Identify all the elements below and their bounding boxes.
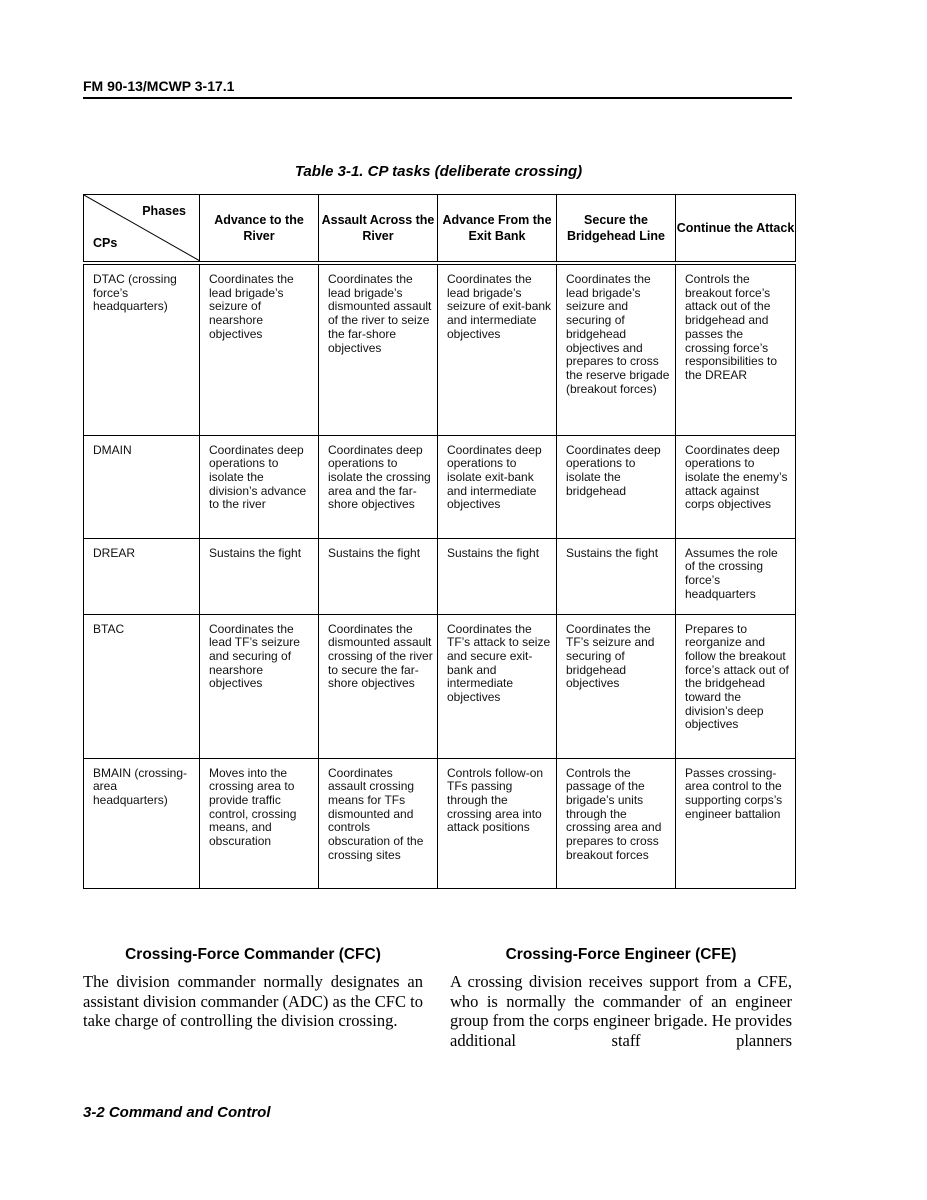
- task-cell: Coordinates deep operations to isolate the division’s advance to the river: [200, 435, 319, 538]
- task-cell: Controls follow-on TFs passing through the crossing area into attack positions: [438, 758, 557, 888]
- task-cell: Coordinates the lead brigade’s dismounted assault of the river to seize the far-shore objectives: [319, 263, 438, 435]
- task-cell: Coordinates the dismounted assault crossing of the river to secure the far-shore objectives: [319, 614, 438, 758]
- table-row: [84, 538, 796, 614]
- cp-name-cell: DMAIN: [84, 435, 200, 538]
- table-header-row: [84, 195, 796, 264]
- task-cell: Coordinates the TF’s attack to seize and secure exit-bank and intermediate objectives: [438, 614, 557, 758]
- cfe-heading: Crossing-Force Engineer (CFE): [505, 946, 737, 963]
- cfc-section: [83, 945, 423, 1031]
- phase-header: Assault Across the River: [319, 195, 438, 264]
- task-cell: Passes crossing-area control to the supporting corps’s engineer battalion: [676, 758, 796, 888]
- cfc-paragraph: The division commander normally designates an assistant division commander (ADC) as the CFC to take charge of controlling the division crossing.: [83, 972, 423, 1030]
- table-row: [84, 758, 796, 888]
- table-row: [84, 435, 796, 538]
- table-row: [84, 614, 796, 758]
- task-cell: Controls the breakout force’s attack out of the bridgehead and passes the crossing force’s responsibilities to the DREAR: [676, 263, 796, 435]
- task-cell: Assumes the role of the crossing force’s headquarters: [676, 538, 796, 614]
- cp-name-cell: DREAR: [84, 538, 200, 614]
- page-header: [83, 78, 792, 99]
- task-cell: Prepares to reorganize and follow the breakout force’s attack out of the bridgehead toward the division’s deep objectives: [676, 614, 796, 758]
- task-cell: Coordinates assault crossing means for TFs dismounted and controls obscuration of the crossing sites: [319, 758, 438, 888]
- task-cell: Moves into the crossing area to provide traffic control, crossing means, and obscuration: [200, 758, 319, 888]
- cp-tasks-table: [83, 194, 796, 889]
- phase-header: Continue the Attack: [676, 195, 796, 264]
- cp-name-cell: BTAC: [84, 614, 200, 758]
- page-footer: 3-2 Command and Control: [83, 1104, 271, 1121]
- task-cell: Coordinates the lead TF’s seizure and securing of nearshore objectives: [200, 614, 319, 758]
- phase-header: Secure the Bridgehead Line: [557, 195, 676, 264]
- cp-name-cell: DTAC (crossing force’s headquarters): [84, 263, 200, 435]
- cfe-paragraph: A crossing division receives support from a CFE, who is normally the commander of an engineer group from the corps engineer brigade. He provides additional staff planners: [450, 972, 792, 1050]
- cps-label: CPs: [93, 236, 118, 250]
- task-cell: Controls the passage of the brigade’s units through the crossing area and prepares to cross breakout forces: [557, 758, 676, 888]
- task-cell: Coordinates the lead brigade’s seizure and securing of bridgehead objectives and prepares to cross the reserve brigade (breakout forces): [557, 263, 676, 435]
- task-cell: Coordinates deep operations to isolate the bridgehead: [557, 435, 676, 538]
- task-cell: Coordinates the lead brigade’s seizure of nearshore objectives: [200, 263, 319, 435]
- phases-label: Phases: [142, 204, 186, 218]
- task-cell: Sustains the fight: [557, 538, 676, 614]
- manual-id: FM 90-13/MCWP 3-17.1: [83, 78, 235, 94]
- task-cell: Coordinates deep operations to isolate the crossing area and the far-shore objectives: [319, 435, 438, 538]
- task-cell: Sustains the fight: [200, 538, 319, 614]
- phase-header: Advance to the River: [200, 195, 319, 264]
- table-title: Table 3-1. CP tasks (deliberate crossing): [294, 163, 583, 180]
- task-cell: Sustains the fight: [319, 538, 438, 614]
- cfe-section: [450, 945, 792, 1050]
- table-row: [84, 263, 796, 435]
- cp-name-cell: BMAIN (crossing-area headquarters): [84, 758, 200, 888]
- phase-header: Advance From the Exit Bank: [438, 195, 557, 264]
- task-cell: Sustains the fight: [438, 538, 557, 614]
- cfc-heading: Crossing-Force Commander (CFC): [125, 946, 381, 963]
- task-cell: Coordinates the lead brigade’s seizure of exit-bank and intermediate objectives: [438, 263, 557, 435]
- task-cell: Coordinates deep operations to isolate the enemy’s attack against corps objectives: [676, 435, 796, 538]
- corner-header-cell: [84, 195, 200, 264]
- task-cell: Coordinates the TF’s seizure and securing of bridgehead objectives: [557, 614, 676, 758]
- task-cell: Coordinates deep operations to isolate exit-bank and intermediate objectives: [438, 435, 557, 538]
